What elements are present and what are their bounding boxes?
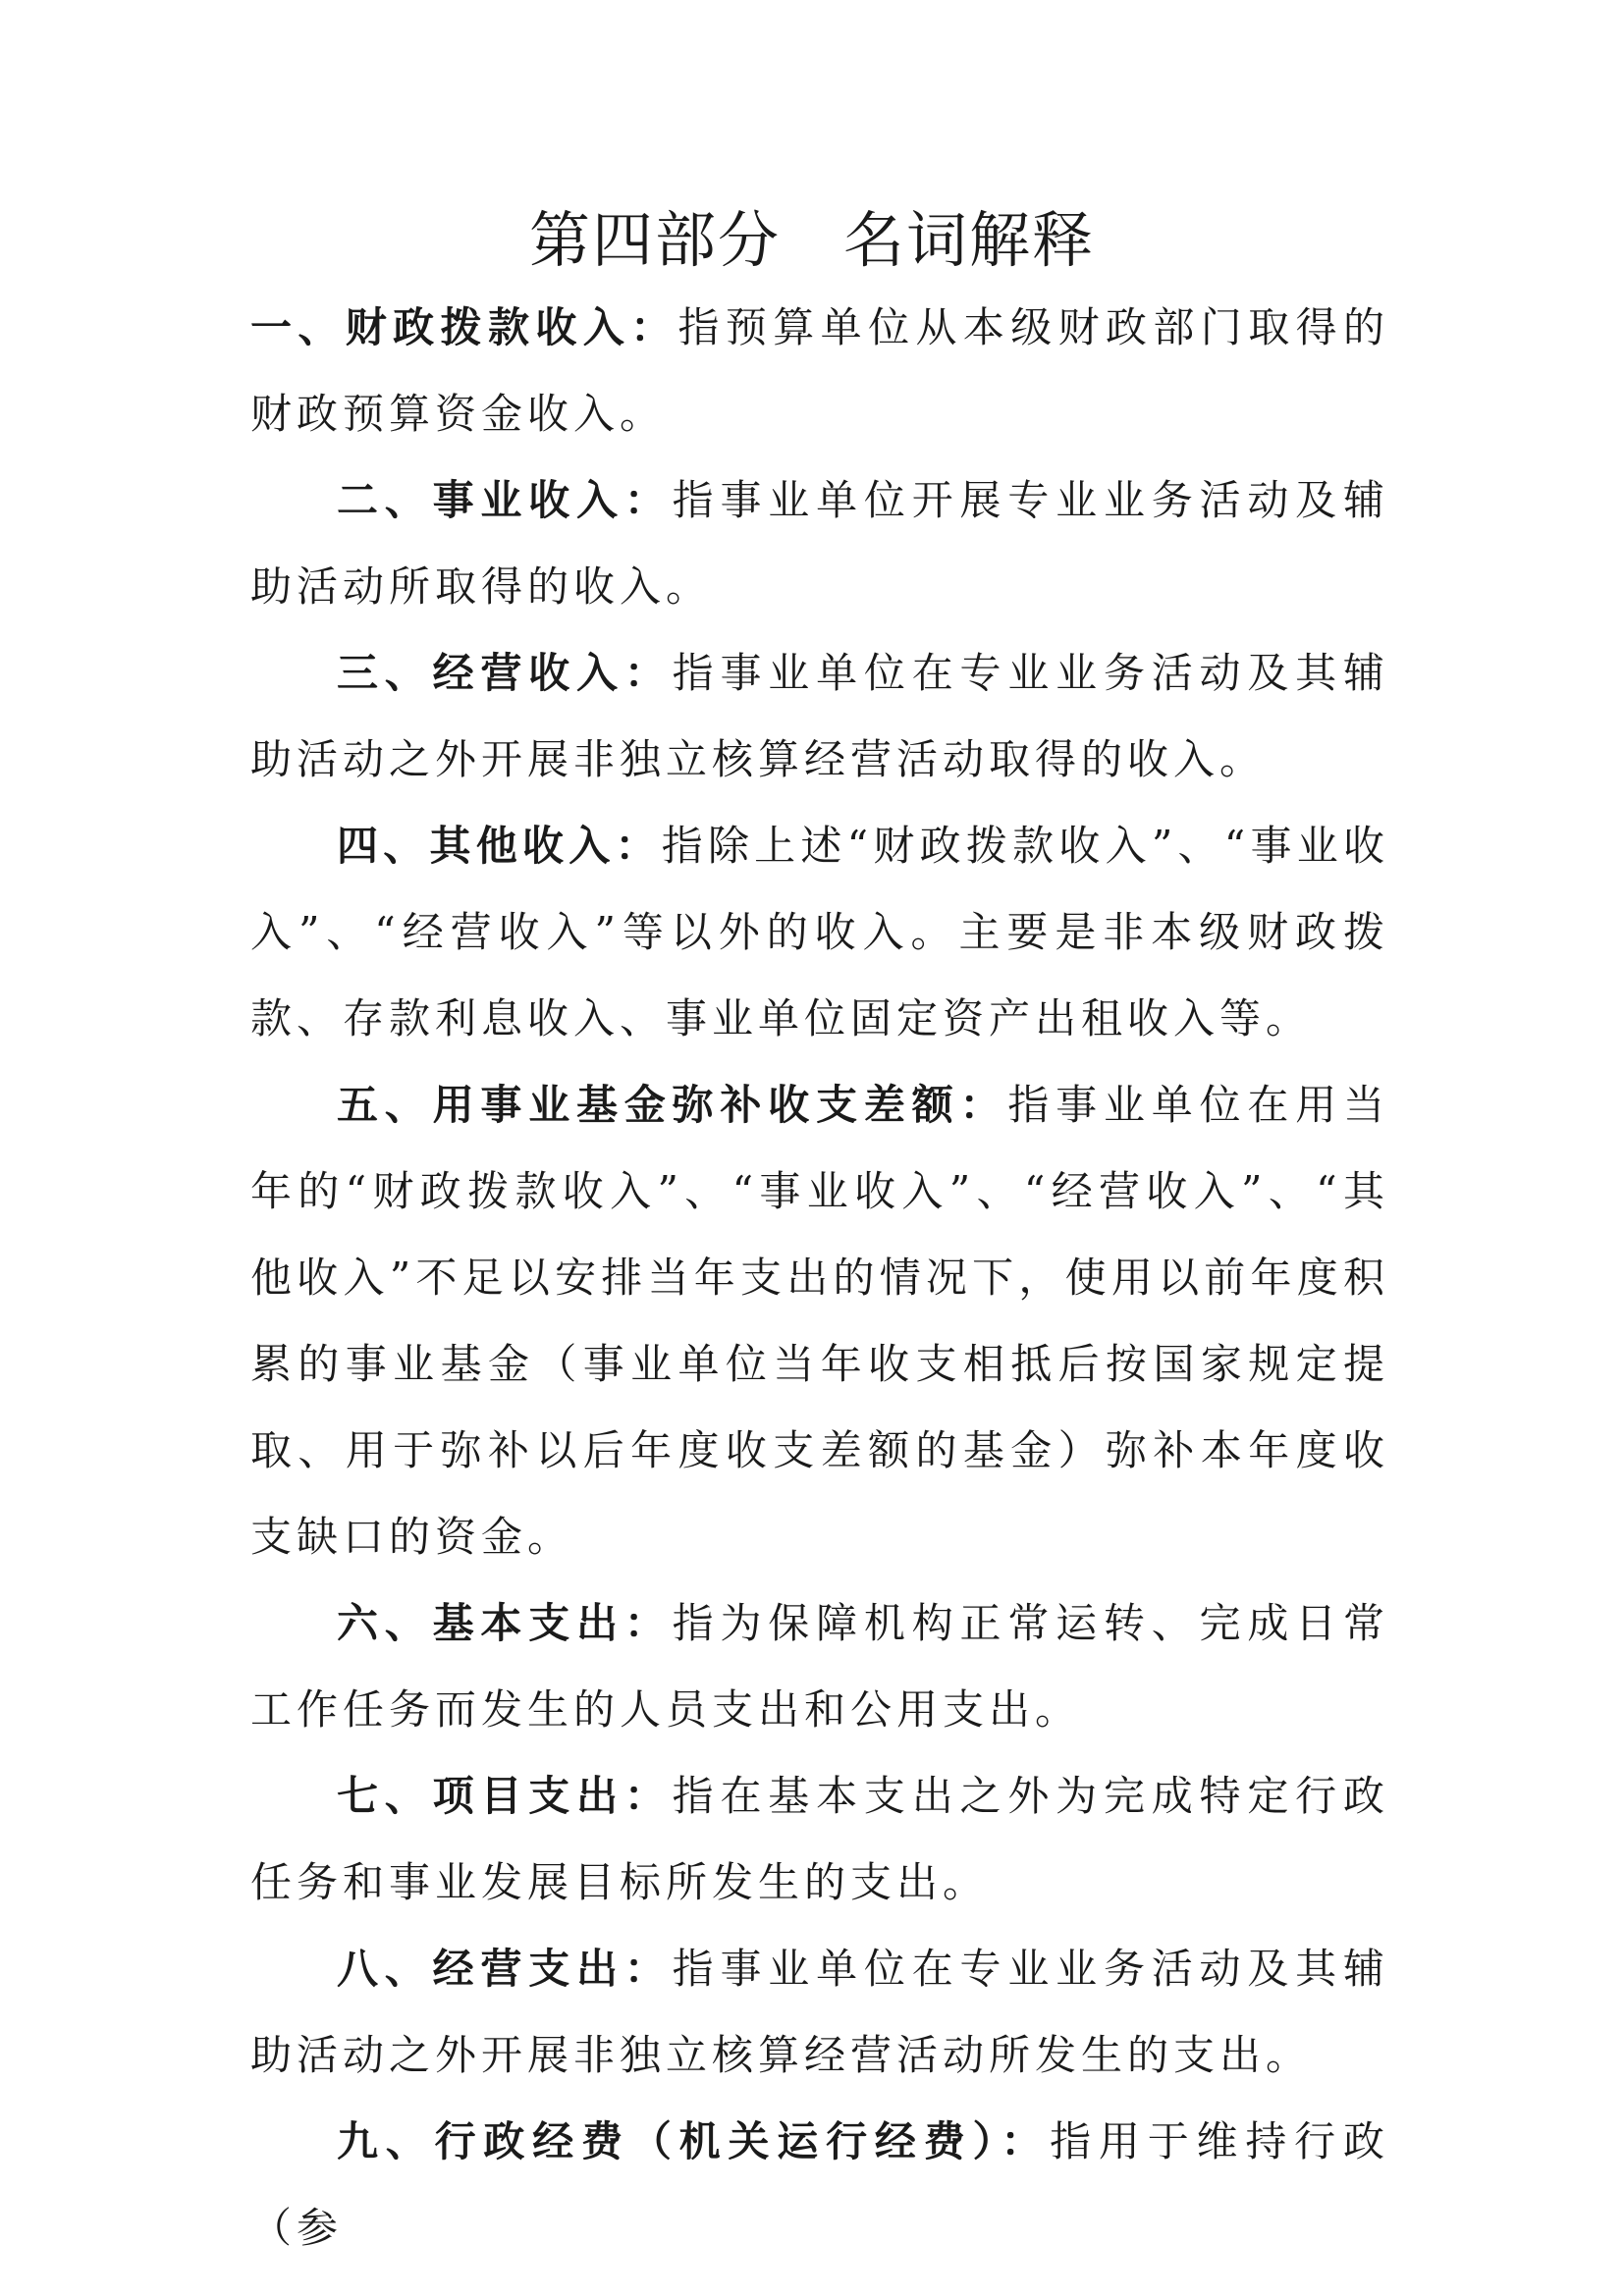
entry-text: 指事业单位开展专业业务活动及辅助活动所取得的收入。 xyxy=(250,476,1389,611)
entry-term: 七、项目支出： xyxy=(337,1772,673,1820)
entry-text: 指事业单位在用当年的“财政拨款收入”、“事业收入”、“经营收入”、“其他收入”不足以安排当年支出的情况下，使用以前年度积累的事业基金（事业单位当年收支相抵后按国家规定提取、用于弥补以后年度收支差额的基金）弥补本年度收支缺口的资金。 xyxy=(250,1081,1389,1561)
entry-text: 指用于维持行政（参 xyxy=(250,2117,1389,2252)
page-title: 第四部分 名词解释 xyxy=(528,204,1095,276)
entry-term: 六、基本支出： xyxy=(337,1599,673,1647)
entry-term: 三、经营收入： xyxy=(337,649,673,697)
entry-paragraph xyxy=(250,1926,1389,2099)
entry-paragraph xyxy=(250,285,1389,457)
entry-term: 五、用事业基金弥补收支差额： xyxy=(337,1081,1008,1129)
entry-paragraph xyxy=(250,630,1389,803)
entry-term: 八、经营支出： xyxy=(337,1945,673,1993)
entry-term: 四、其他收入： xyxy=(337,822,662,870)
entry-text: 指事业单位在专业业务活动及其辅助活动之外开展非独立核算经营活动取得的收入。 xyxy=(250,649,1389,783)
entry-text: 指事业单位在专业业务活动及其辅助活动之外开展非独立核算经营活动所发生的支出。 xyxy=(250,1945,1389,2079)
entry-text: 指预算单位从本级财政部门取得的财政预算资金收入。 xyxy=(250,303,1389,438)
entry-paragraph xyxy=(250,1753,1389,1926)
entry-paragraph xyxy=(250,457,1389,630)
document-body xyxy=(250,285,1389,2271)
entry-term: 二、事业收入： xyxy=(337,476,673,524)
entry-term: 一、财政拨款收入： xyxy=(250,303,678,351)
entry-text: 指为保障机构正常运转、完成日常工作任务而发生的人员支出和公用支出。 xyxy=(250,1599,1389,1734)
entry-text: 指除上述“财政拨款收入”、“事业收入”、“经营收入”等以外的收入。主要是非本级财政拨款、存款利息收入、事业单位固定资产出租收入等。 xyxy=(250,822,1389,1042)
entry-text: 指在基本支出之外为完成特定行政任务和事业发展目标所发生的支出。 xyxy=(250,1772,1389,1906)
entry-paragraph xyxy=(250,1580,1389,1753)
entry-paragraph xyxy=(250,803,1389,1062)
entry-paragraph xyxy=(250,1062,1389,1580)
entry-paragraph xyxy=(250,2099,1389,2271)
entry-term: 九、行政经费（机关运行经费）： xyxy=(337,2117,1051,2165)
